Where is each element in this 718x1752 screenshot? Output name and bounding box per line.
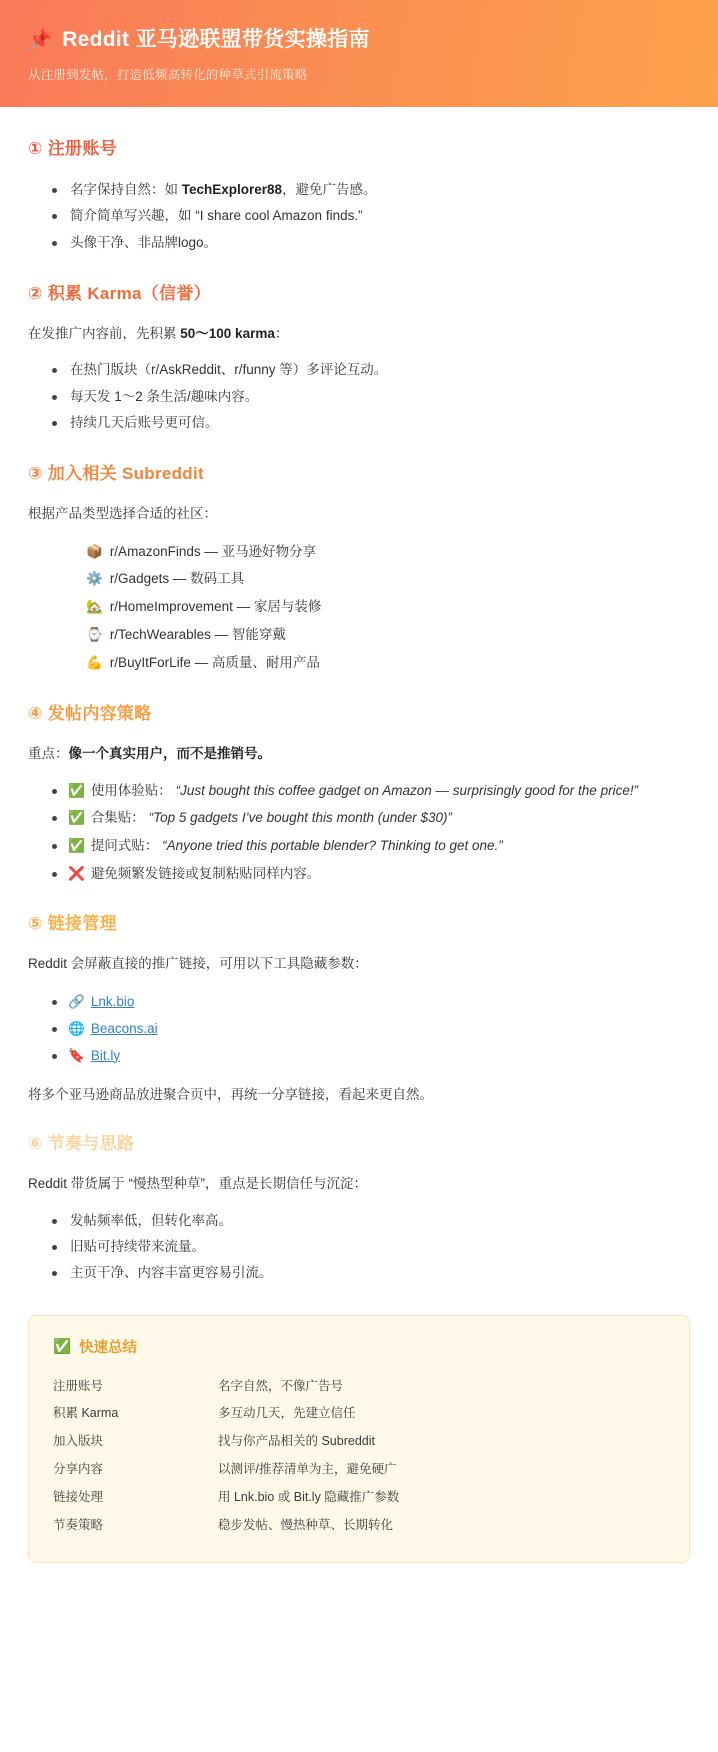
page-subtitle: 从注册到发帖，打造低频高转化的种草式引流策略 <box>28 68 308 83</box>
list-item <box>68 833 690 859</box>
summary-key: 节奏策略 <box>53 1517 104 1532</box>
content-area <box>0 107 718 1286</box>
summary-title-text: 快速总结 <box>79 1339 138 1356</box>
section-subreddits <box>28 462 690 676</box>
bullet-list <box>28 177 690 256</box>
list-item: 发帖频率低，但转化率高。 <box>68 1208 690 1234</box>
summary-value: 用 Lnk.bio 或 Bit.ly 隐藏推广参数 <box>218 1490 400 1505</box>
section-register-account <box>28 137 690 256</box>
pin-icon: 📌 <box>28 28 54 51</box>
section-intro: 根据产品类型选择合适的社区： <box>28 506 217 522</box>
globe-icon: 🌐 <box>68 1020 85 1036</box>
link-lnk-bio[interactable]: Lnk.bio <box>90 993 135 1009</box>
post-type-list <box>28 778 690 887</box>
subreddit-desc: — 数码工具 <box>172 571 245 587</box>
bullet-list <box>28 357 690 436</box>
subreddit-name: r/AmazonFinds <box>109 543 201 559</box>
list-item[interactable] <box>68 1015 690 1042</box>
list-item: 主页干净、内容丰富更容易引流。 <box>68 1260 690 1286</box>
page-title <box>28 26 690 53</box>
check-icon: ✅ <box>53 1338 72 1355</box>
table-row <box>53 1428 665 1456</box>
check-icon: ✅ <box>68 810 85 826</box>
subreddit-desc: — 家居与装修 <box>236 599 322 615</box>
section-intro: Reddit 会屏蔽直接的推广链接，可用以下工具隐藏参数： <box>28 955 368 971</box>
list-item <box>86 538 690 566</box>
summary-value: 以测评/推荐清单为主，避免硬广 <box>218 1462 397 1477</box>
summary-value: 找与你产品相关的 Subreddit <box>218 1434 375 1449</box>
table-row <box>53 1512 665 1540</box>
house-icon: 🏡 <box>86 599 103 615</box>
list-item: 在热门版块（r/AskReddit、r/funny 等）多评论互动。 <box>68 357 690 383</box>
subreddit-name: r/HomeImprovement <box>109 599 233 615</box>
subreddit-name: r/BuyItForLife <box>109 654 191 670</box>
list-item <box>68 861 690 887</box>
check-icon: ✅ <box>68 837 85 853</box>
bullet-list <box>28 1208 690 1287</box>
summary-table <box>53 1373 665 1540</box>
list-item: 名字保持自然：如 TechExplorer88，避免广告感。 <box>68 177 690 203</box>
section-posting-strategy <box>28 702 690 886</box>
section-intro: 重点：像一个真实用户，而不是推销号。 <box>28 745 271 761</box>
summary-value: 名字自然，不像广告号 <box>218 1378 344 1393</box>
cross-icon: ❌ <box>68 865 85 881</box>
subreddit-name: r/TechWearables <box>109 626 211 642</box>
section-outro: 将多个亚马逊商品放进聚合页中，再统一分享链接，看起来更自然。 <box>28 1086 433 1102</box>
page-header <box>0 0 718 107</box>
list-item: 旧贴可持续带来流量。 <box>68 1234 690 1260</box>
section-intro: 在发推广内容前，先积累 50〜100 karma： <box>28 325 289 341</box>
list-item[interactable] <box>68 988 690 1015</box>
post-quote: “Just bought this coffee gadget on Amazon — surprisingly good for the price!” <box>175 782 639 798</box>
subreddit-desc: — 亚马逊好物分享 <box>204 543 317 559</box>
list-item: 简介简单写兴趣，如 “I share cool Amazon finds.” <box>68 203 690 229</box>
bookmark-icon: 🔖 <box>68 1047 85 1063</box>
list-item: 持续几天后账号更可信。 <box>68 410 690 436</box>
section-title: ① 注册账号 <box>28 139 117 159</box>
summary-value: 稳步发帖、慢热种草、长期转化 <box>218 1517 394 1532</box>
table-row <box>53 1400 665 1428</box>
post-label: 使用体验贴： <box>90 782 172 798</box>
section-title: ② 积累 Karma（信誉） <box>28 284 211 304</box>
summary-value: 多互动几天，先建立信任 <box>218 1406 356 1421</box>
section-intro: Reddit 带货属于 “慢热型种草”，重点是长期信任与沉淀： <box>28 1176 368 1191</box>
table-row <box>53 1484 665 1512</box>
section-title: ③ 加入相关 Subreddit <box>28 464 204 484</box>
list-item <box>86 649 690 677</box>
table-row <box>53 1456 665 1484</box>
link-bitly[interactable]: Bit.ly <box>90 1047 121 1063</box>
summary-key: 分享内容 <box>53 1462 104 1477</box>
list-item: 每天发 1〜2 条生活/趣味内容。 <box>68 384 690 410</box>
section-link-management <box>28 912 690 1106</box>
subreddit-name: r/Gadgets <box>109 571 170 587</box>
summary-title <box>53 1336 665 1357</box>
list-item <box>86 621 690 649</box>
page-title-text: Reddit 亚马逊联盟带货实操指南 <box>62 28 370 51</box>
subreddit-desc: — 高质量、耐用产品 <box>194 654 320 670</box>
list-item <box>86 593 690 621</box>
post-quote: “Anyone tried this portable blender? Thinking to get one.” <box>162 837 503 853</box>
subreddit-list <box>28 538 690 676</box>
summary-key: 加入版块 <box>53 1434 104 1449</box>
post-label: 避免频繁发链接或复制粘贴同样内容。 <box>90 865 321 881</box>
post-label: 提问式贴： <box>90 837 159 853</box>
list-item <box>86 565 690 593</box>
post-quote: “Top 5 gadgets I’ve bought this month (under $30)” <box>148 810 453 826</box>
section-rhythm <box>28 1132 690 1286</box>
summary-key: 链接处理 <box>53 1490 104 1505</box>
summary-card <box>28 1315 690 1563</box>
post-label: 合集贴： <box>90 810 145 826</box>
tool-link-list <box>28 988 690 1069</box>
table-row <box>53 1373 665 1401</box>
section-title: ④ 发帖内容策略 <box>28 704 152 724</box>
check-icon: ✅ <box>68 782 85 798</box>
link-icon: 🔗 <box>68 993 85 1009</box>
summary-key: 注册账号 <box>53 1378 104 1393</box>
muscle-icon: 💪 <box>86 654 103 670</box>
summary-key: 积累 Karma <box>53 1406 119 1421</box>
package-icon: 📦 <box>86 543 103 559</box>
gear-icon: ⚙️ <box>86 571 103 587</box>
section-title: ⑥ 节奏与思路 <box>28 1134 135 1154</box>
link-beacons-ai[interactable]: Beacons.ai <box>90 1020 158 1036</box>
list-item <box>68 805 690 831</box>
watch-icon: ⌚ <box>86 626 103 642</box>
subreddit-desc: — 智能穿戴 <box>214 626 286 642</box>
list-item: 头像干净、非品牌logo。 <box>68 230 690 256</box>
list-item <box>68 778 690 804</box>
section-title: ⑤ 链接管理 <box>28 914 117 934</box>
list-item[interactable] <box>68 1042 690 1069</box>
section-karma <box>28 282 690 436</box>
